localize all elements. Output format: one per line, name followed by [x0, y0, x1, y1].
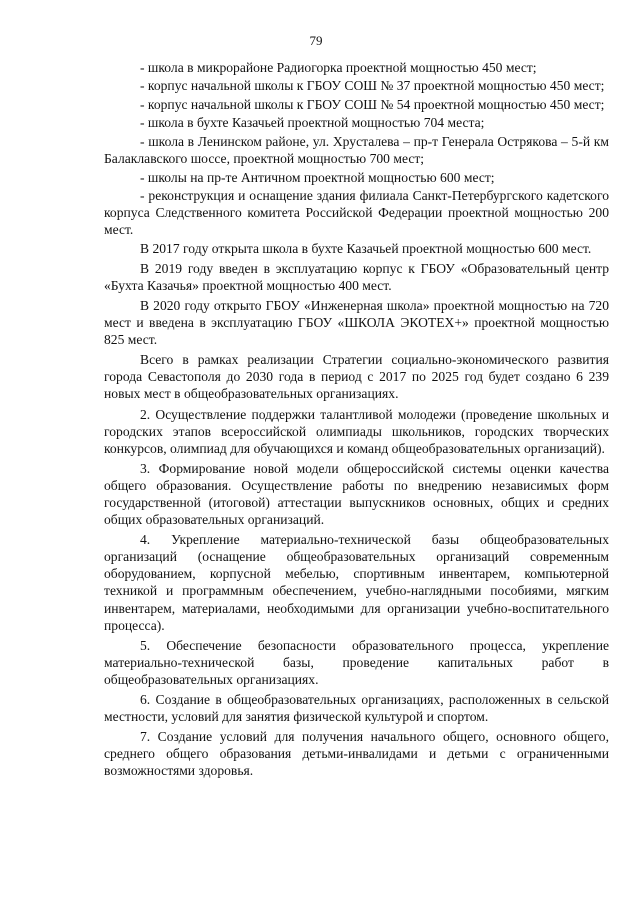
paragraph-2019: В 2019 году введен в эксплуатацию корпус к ГБОУ «Образовательный центр «Бухта Казачья» проектной мощностью 400 мест.: [104, 260, 609, 293]
paragraph-2020: В 2020 году открыто ГБОУ «Инженерная школа» проектной мощностью на 720 мест и введена в эксплуатацию ГБОУ «ШКОЛА ЭКОТЕХ+» проектной мощностью 825 мест.: [104, 297, 609, 348]
page-number: 79: [309, 33, 323, 48]
paragraph-2017: В 2017 году открыта школа в бухте Казачьей проектной мощностью 600 мест.: [140, 240, 592, 256]
list-item-antichny-avenue-schools: - школы на пр-те Античном проектной мощностью 600 мест;: [140, 169, 495, 185]
paragraph-item-5: 5. Обеспечение безопасности образовательного процесса, укрепление материально-технической базы, проведение капитальных работ в общеобразовательных организациях.: [104, 637, 609, 687]
paragraph-item-3: 3. Формирование новой модели общероссийской системы оценки качества общего образования. Осуществление работы по внедрению независимых форм государственной (итоговой) аттестации выпускников основных, общих и средних общих образовательных организаций.: [104, 460, 609, 528]
paragraph-item-6: 6. Создание в общеобразовательных организациях, расположенных в сельской местности, условий для занятия физической культурой и спортом.: [104, 692, 609, 725]
list-item-leninsky-district-school: - школа в Ленинском районе, ул. Хрусталева – пр-т Генерала Острякова – 5-й км Балаклавского шоссе, проектной мощностью 700 мест;: [104, 133, 609, 167]
list-item-school-37-building: - корпус начальной школы к ГБОУ СОШ № 37 проектной мощностью 450 мест;: [140, 78, 605, 94]
paragraph-item-4: 4. Укрепление материально-технической базы общеобразовательных организаций (оснащение общеобразовательных организаций современным оборудованием, корпусной мебелью, спортивным инвентарем, компьютерной техникой и программным обеспечением, учебно-наглядными пособиями, мягким инвентарем, материалами, необходимыми для организации учебно-воспитательного процесса).: [104, 532, 609, 633]
list-item-school-54-building: - корпус начальной школы к ГБОУ СОШ № 54 проектной мощностью 450 мест;: [140, 96, 605, 112]
paragraph-item-2: 2. Осуществление поддержки талантливой молодежи (проведение школьных и городских этапов всероссийской олимпиады школьников, городских творческих конкурсов, олимпиад для обучающихся и команд общеобразовательных организаций).: [104, 406, 609, 456]
paragraph-strategy-total: Всего в рамках реализации Стратегии социально-экономического развития города Севастополя до 2030 года в период с 2017 по 2025 год будет создано 6 239 новых мест в общеобразовательных организациях.: [104, 352, 609, 402]
paragraph-item-7: 7. Создание условий для получения начального общего, основного общего, среднего общего образования детьми-инвалидами и детьми с ограниченными возможностями здоровья.: [104, 729, 609, 779]
list-item-kazachya-bay-school: - школа в бухте Казачьей проектной мощностью 704 места;: [140, 115, 485, 131]
list-item-cadet-corps-reconstruction: - реконструкция и оснащение здания филиала Санкт-Петербургского кадетского корпуса Следственного комитета Российской Федерации проектной мощностью 200 мест.: [104, 188, 609, 238]
document-body: [104, 59, 609, 779]
list-item-radiogorka-school: - школа в микрорайоне Радиогорка проектной мощностью 450 мест;: [140, 60, 537, 75]
